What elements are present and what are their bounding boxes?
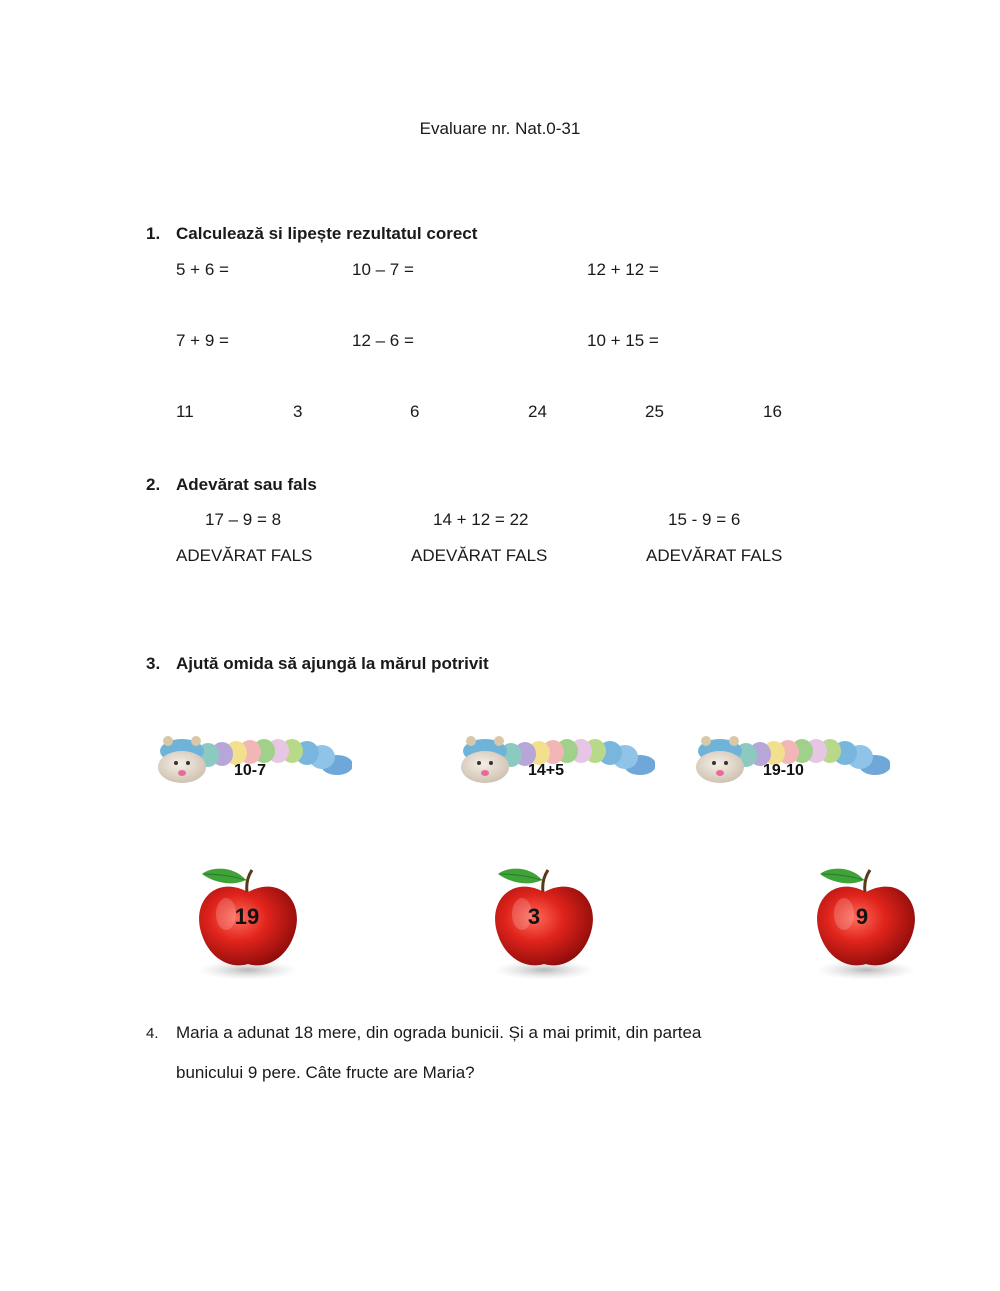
equation-10-plus-15: 10 + 15 = [587,331,659,350]
equation-7-plus-9: 7 + 9 = [176,331,229,350]
equation-5-plus-6: 5 + 6 = [176,260,229,279]
answer-tile-6[interactable]: 6 [410,402,420,421]
apple-label-1: 19 [234,904,260,929]
answer-tile-3[interactable]: 3 [293,402,303,421]
question-4-number: 4. [146,1025,159,1042]
question-3-number: 3. [146,654,161,673]
answer-tile-16[interactable]: 16 [763,402,782,421]
equation-12-minus-6: 12 – 6 = [352,331,414,350]
answer-tile-24[interactable]: 24 [528,402,547,421]
caterpillar-label-3: 19-10 [763,762,804,779]
question-2-heading: Adevărat sau fals [176,475,317,494]
question-1-number: 1. [146,224,161,243]
true-false-choice-2[interactable]: ADEVĂRAT FALS [411,546,548,565]
true-false-choice-1[interactable]: ADEVĂRAT FALS [176,546,313,565]
equation-10-minus-7: 10 – 7 = [352,260,414,279]
true-false-choice-3[interactable]: ADEVĂRAT FALS [646,546,783,565]
statement-3: 15 - 9 = 6 [668,510,741,529]
answer-tile-11[interactable]: 11 [176,402,194,421]
caterpillar-label-1: 10-7 [234,762,267,779]
equation-12-plus-12: 12 + 12 = [587,260,659,279]
answer-tile-25[interactable]: 25 [645,402,664,421]
apple-label-3: 9 [855,904,869,929]
page-title: Evaluare nr. Nat.0-31 [419,119,581,138]
apple-label-2: 3 [527,904,541,929]
question-1-heading: Calculează si lipește rezultatul corect [176,224,478,243]
question-4-line-1: Maria a adunat 18 mere, din ograda bunicii. Și a mai primit, din partea [176,1023,702,1042]
question-2-number: 2. [146,475,161,494]
question-4-line-2: bunicului 9 pere. Câte fructe are Maria? [176,1063,475,1082]
statement-1: 17 – 9 = 8 [205,510,282,529]
statement-2: 14 + 12 = 22 [433,510,529,529]
caterpillar-label-2: 14+5 [528,762,565,779]
question-3-heading: Ajută omida să ajungă la mărul potrivit [176,654,489,673]
